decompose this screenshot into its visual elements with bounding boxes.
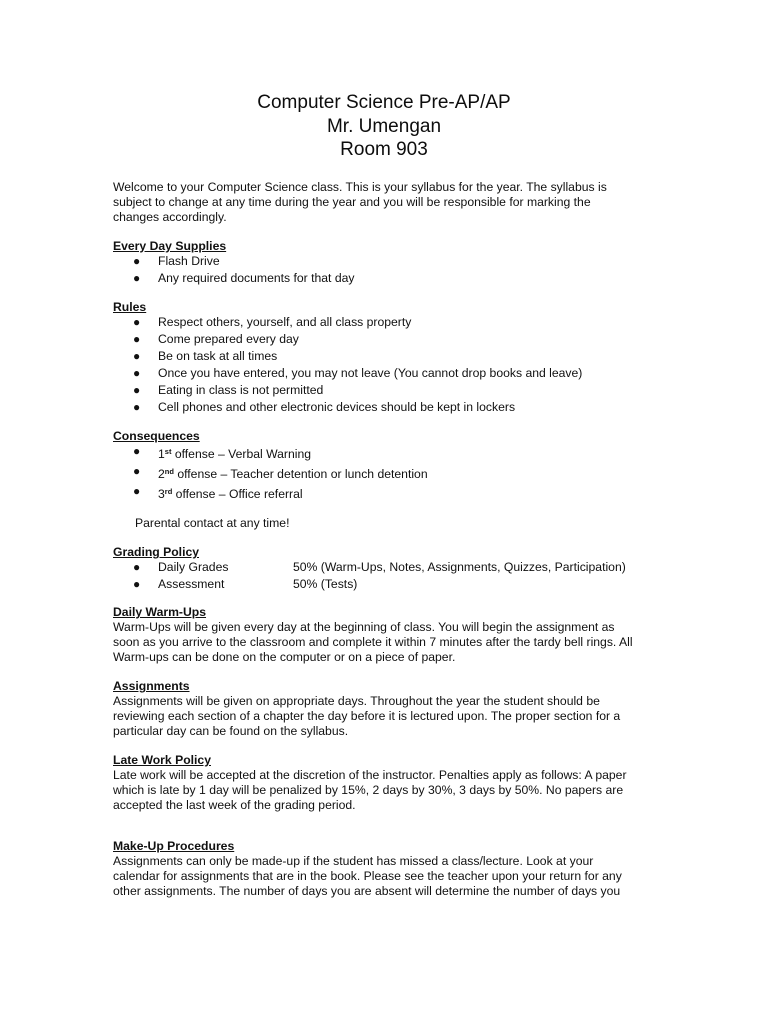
syllabus-body xyxy=(113,180,673,899)
late-work-heading: Late Work Policy xyxy=(113,753,211,767)
bullet-icon: ● xyxy=(133,560,141,574)
assignments-paragraph: Assignments will be given on appropriate days. Throughout the year the student should be reviewing each section of a chapter the day before it is lectured upon. The proper section for a particular day can be found on the syllabus. xyxy=(113,694,621,738)
intro-paragraph: Welcome to your Computer Science class. This is your syllabus for the year. The syllabus is subject to change at any time during the year and you will be responsible for marking the changes accordingly. xyxy=(113,180,607,224)
list-item: ● Once you have entered, you may not leave (You cannot drop books and leave) xyxy=(133,366,583,380)
bullet-icon: ● xyxy=(133,464,141,478)
bullet-icon: ● xyxy=(133,254,141,268)
rules-list xyxy=(113,315,673,415)
bullet-icon: ● xyxy=(133,444,141,458)
list-item: ● Flash Drive xyxy=(133,254,220,268)
late-work-paragraph: Late work will be accepted at the discretion of the instructor. Penalties apply as follows: A paper which is late by 1 day will be penalized by 15%, 2 days by 30%, 3 days by 50%. No papers are accepted the last week of the grading period. xyxy=(113,768,627,812)
rules-heading: Rules xyxy=(113,300,147,314)
bullet-icon: ● xyxy=(133,484,141,498)
list-item: ● Respect others, yourself, and all class property xyxy=(133,315,412,329)
bullet-icon: ● xyxy=(133,332,141,346)
teacher-name: Mr. Umengan xyxy=(326,115,442,137)
assignments-heading: Assignments xyxy=(113,679,190,693)
bullet-icon: ● xyxy=(133,400,141,414)
bullet-icon: ● xyxy=(133,577,141,591)
list-item: ● Eating in class is not permitted xyxy=(133,383,324,397)
document-title xyxy=(0,91,768,162)
bullet-icon: ● xyxy=(133,383,141,397)
bullet-icon: ● xyxy=(133,315,141,329)
list-item: ● Assessment 50% (Tests) xyxy=(133,577,358,591)
supplies-heading: Every Day Supplies xyxy=(113,239,227,253)
course-title: Computer Science Pre-AP/AP xyxy=(257,92,511,113)
grading-list xyxy=(113,560,673,592)
list-item: ● Cell phones and other electronic devices should be kept in lockers xyxy=(133,400,516,414)
consequences-heading: Consequences xyxy=(113,429,200,443)
parental-contact-note: Parental contact at any time! xyxy=(135,516,290,530)
consequences-list xyxy=(113,444,673,502)
bullet-icon: ● xyxy=(133,366,141,380)
bullet-icon: ● xyxy=(133,271,141,285)
makeup-paragraph: Assignments can only be made-up if the student has missed a class/lecture. Look at your calendar for assignments that are in the book. Please see the teacher upon your return for any other assignments. The number of days you are absent will determine the number of days you xyxy=(113,854,622,898)
list-item: ● 2nd offense – Teacher detention or lunch detention xyxy=(133,464,428,481)
list-item: ● Any required documents for that day xyxy=(133,271,355,285)
list-item: ● Daily Grades 50% (Warm-Ups, Notes, Assignments, Quizzes, Participation) xyxy=(133,560,626,574)
list-item: ● 1st offense – Verbal Warning xyxy=(133,444,312,461)
room-number: Room 903 xyxy=(340,139,428,160)
supplies-list xyxy=(113,254,673,286)
warmups-heading: Daily Warm-Ups xyxy=(113,605,207,619)
bullet-icon: ● xyxy=(133,349,141,363)
warmups-paragraph: Warm-Ups will be given every day at the beginning of class. You will begin the assignment as soon as you arrive to the classroom and complete it within 7 minutes after the tardy bell rings. All Warm-ups can be done on the computer or on a piece of paper. xyxy=(113,620,633,664)
list-item: ● Be on task at all times xyxy=(133,349,278,363)
list-item: ● 3rd offense – Office referral xyxy=(133,484,303,501)
grading-heading: Grading Policy xyxy=(113,545,200,559)
makeup-heading: Make-Up Procedures xyxy=(113,839,235,853)
list-item: ● Come prepared every day xyxy=(133,332,299,346)
